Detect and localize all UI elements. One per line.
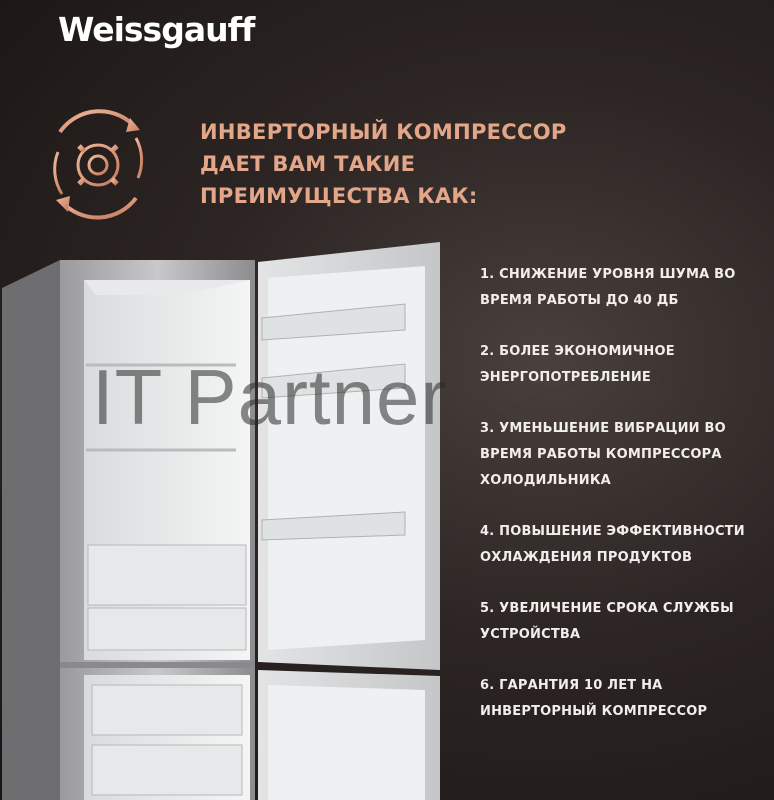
inverter-gear-icon <box>40 102 156 228</box>
benefit-text: ВРЕМЯ РАБОТЫ ДО 40 ДБ <box>480 293 679 308</box>
watermark: IT Partner <box>92 353 448 441</box>
benefit-text: 5. УВЕЛИЧЕНИЕ СРОКА СЛУЖБЫ <box>480 601 734 616</box>
headline-line: ПРЕИМУЩЕСТВА КАК: <box>200 184 478 208</box>
benefit-text: ОХЛАЖДЕНИЯ ПРОДУКТОВ <box>480 550 693 565</box>
benefit-text: УСТРОЙСТВА <box>480 627 581 642</box>
benefits-list <box>480 262 770 750</box>
benefit-text: ЭНЕРГОПОТРЕБЛЕНИЕ <box>480 370 651 385</box>
benefit-item <box>480 519 770 571</box>
benefit-text: ИНВЕРТОРНЫЙ КОМПРЕССОР <box>480 704 708 719</box>
benefit-item <box>480 339 770 391</box>
headline <box>200 116 600 212</box>
benefit-text: 1. СНИЖЕНИЕ УРОВНЯ ШУМА ВО <box>480 267 736 282</box>
headline-line: ИНВЕРТОРНЫЙ КОМПРЕССОР <box>200 120 567 144</box>
headline-line: ДАЕТ ВАМ ТАКИЕ <box>200 152 416 176</box>
benefit-text: 6. ГАРАНТИЯ 10 ЛЕТ НА <box>480 678 663 693</box>
benefit-text: ВРЕМЯ РАБОТЫ КОМПРЕССОРА <box>480 447 722 462</box>
benefit-item <box>480 596 770 648</box>
benefit-text: 2. БОЛЕЕ ЭКОНОМИЧНОЕ <box>480 344 675 359</box>
benefit-item <box>480 262 770 314</box>
brand-logo: Weissgauff <box>58 10 255 49</box>
benefit-item <box>480 416 770 494</box>
benefit-item <box>480 673 770 725</box>
benefit-text: 4. ПОВЫШЕНИЕ ЭФФЕКТИВНОСТИ <box>480 524 745 539</box>
benefit-text: ХОЛОДИЛЬНИКА <box>480 473 611 488</box>
benefit-text: 3. УМЕНЬШЕНИЕ ВИБРАЦИИ ВО <box>480 421 726 436</box>
refrigerator-image <box>0 230 470 800</box>
